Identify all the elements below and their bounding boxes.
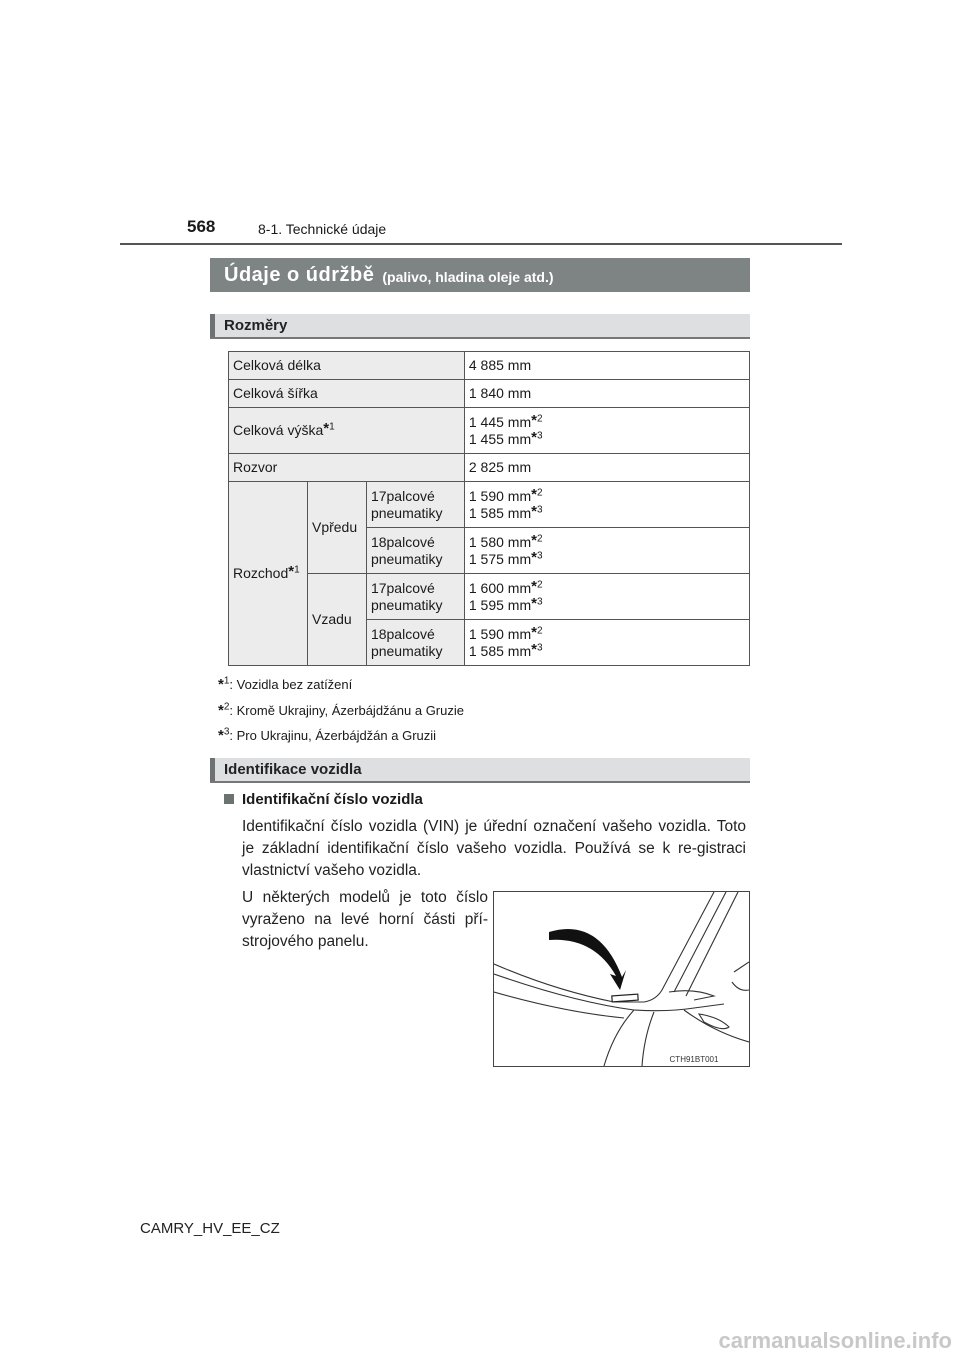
- tire-18-label: 18palcové pneumatiky: [366, 528, 464, 574]
- rear-18-value: 1 590 mm*$^2$ 1 585 mm*$^3$: [464, 620, 749, 666]
- front-17-value: 1 590 mm*$^2$ 1 585 mm*$^3$: [464, 482, 749, 528]
- tire-18-label: 18palcové pneumatiky: [366, 620, 464, 666]
- length-value: 4 885 mm: [464, 352, 749, 380]
- footnote-1: *$^1$: Vozidla bez zatížení: [218, 675, 353, 693]
- table-row: [229, 408, 750, 454]
- height-value: 1 445 mm*$^2$ 1 455 mm*$^3$: [464, 408, 749, 454]
- tread-label: Rozchod*$^1$: [229, 482, 308, 666]
- tire-17-label: 17palcové pneumatiky: [366, 574, 464, 620]
- footnote-3: *$^3$: Pro Ukrajinu, Ázerbájdžán a Gruzii: [218, 726, 437, 744]
- dimensions-table: [228, 351, 750, 666]
- table-row: [229, 352, 750, 380]
- section-label: 8-1. Technické údaje: [258, 221, 387, 237]
- vin-location-figure: [493, 891, 750, 1067]
- figure-code: CTH91BT001: [669, 1055, 719, 1064]
- wheelbase-label: Rozvor: [229, 454, 465, 482]
- table-row: [229, 574, 750, 620]
- height-label: Celková výška*$^1$: [229, 408, 465, 454]
- page-title: [210, 258, 750, 292]
- length-label: Celková délka: [229, 352, 465, 380]
- table-row: [229, 454, 750, 482]
- page-number: 568: [187, 217, 216, 236]
- identification-heading: [210, 758, 750, 783]
- title-main: Údaje o údržbě: [224, 263, 375, 286]
- title-sub: (palivo, hladina oleje atd.): [382, 268, 554, 285]
- rear-17-value: 1 600 mm*$^2$ 1 595 mm*$^3$: [464, 574, 749, 620]
- header-rule: [120, 243, 842, 245]
- tread-rear-label: Vzadu: [307, 574, 366, 666]
- wheelbase-value: 2 825 mm: [464, 454, 749, 482]
- footnote-2: *$^2$: Kromě Ukrajiny, Ázerbájdžánu a Gruzie: [218, 701, 464, 719]
- identification-heading-label: Identifikace vozidla: [224, 761, 362, 778]
- tread-front-label: Vpředu: [307, 482, 366, 574]
- width-value: 1 840 mm: [464, 380, 749, 408]
- dimensions-heading: [210, 314, 750, 339]
- width-label: Celková šířka: [229, 380, 465, 408]
- dimensions-heading-label: Rozměry: [224, 317, 288, 334]
- table-row: [229, 482, 750, 528]
- watermark: carmanualsonline.info: [718, 1328, 952, 1353]
- document-code: CAMRY_HV_EE_CZ: [140, 1220, 280, 1237]
- vin-description: Identifikační číslo vozidla (VIN) je úřední označení vašeho vozidla. Toto je základní identifikační číslo vašeho vozidla. Používá se k re-gistraci vlastnictví vašeho vozidla.: [242, 818, 746, 879]
- front-18-value: 1 580 mm*$^2$ 1 575 mm*$^3$: [464, 528, 749, 574]
- dashboard-illustration: [494, 892, 749, 1066]
- vin-heading: Identifikační číslo vozidla: [224, 791, 423, 808]
- vin-location-text: U některých modelů je toto číslo vyraženo na levé horní části pří-strojového panelu.: [242, 889, 488, 950]
- square-bullet-icon: [224, 794, 234, 804]
- table-row: [229, 380, 750, 408]
- tire-17-label: 17palcové pneumatiky: [366, 482, 464, 528]
